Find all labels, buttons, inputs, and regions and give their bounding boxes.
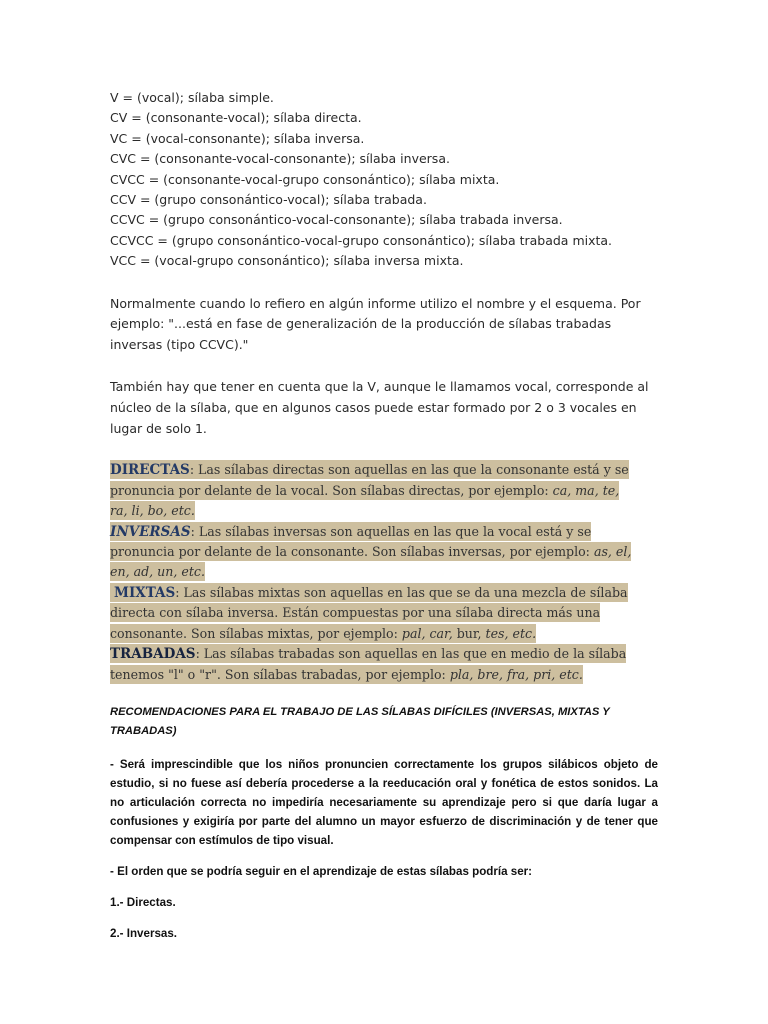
schema-line-vc: VC = (vocal-consonante); sílaba inversa. — [110, 130, 365, 146]
paragraph-naming-usage: Normalmente cuando lo refiero en algún informe utilizo el nombre y el esquema. Por ejemplo: "...está en fase de generalización de la producción de sílabas trabadas inversas (tipo CCVC)." — [110, 295, 641, 353]
definition-trabadas: : Las sílabas trabadas son aquellas en las que en medio de la sílaba tenemos "l" o "r". Son sílabas trabadas, por ejemplo: — [110, 646, 627, 682]
term-directas: DIRECTAS — [110, 462, 190, 479]
schema-line-ccvc: CCVC = (grupo consonántico-vocal-consonante); sílaba trabada inversa. — [110, 212, 563, 228]
term-mixtas: MIXTAS — [114, 584, 176, 601]
type-entry-mixtas — [110, 583, 640, 644]
examples-trabadas: pla, bre, fra, pri, etc. — [449, 666, 583, 682]
document-page — [110, 88, 658, 943]
schema-line-cvc: CVC = (consonante-vocal-consonante); sílaba inversa. — [110, 151, 450, 167]
section-heading: RECOMENDACIONES PARA EL TRABAJO DE LAS SÍLABAS DIFÍCILES (INVERSAS, MIXTAS Y TRABADAS) — [110, 705, 610, 737]
schema-line-ccvcc: CCVCC = (grupo consonántico-vocal-grupo consonántico); sílaba trabada mixta. — [110, 232, 613, 248]
examples-mixtas-b: tes, etc. — [485, 625, 537, 641]
definition-inversas: : Las sílabas inversas son aquellas en las que la vocal está y se pronuncia por delante de la consonante. Son sílabas inversas, por ejemplo: — [110, 523, 594, 560]
examples-mixtas-plain: bur, — [452, 625, 486, 641]
paragraph-vowel-nucleus: También hay que tener en cuenta que la V, aunque le llamamos vocal, corresponde al núcleo de la sílaba, que en algunos casos puede estar formado por 2 o 3 vocales en lugar de solo 1. — [110, 379, 649, 436]
term-trabadas: TRABADAS — [110, 646, 196, 663]
definition-mixtas: : Las sílabas mixtas son aquellas en las que se da una mezcla de sílaba directa con sílaba inversa. Están compuestas por una sílaba directa más una consonante. Son sílabas mixtas, por ejemplo: — [110, 584, 628, 641]
schema-line-ccv: CCV = (grupo consonántico-vocal); sílaba trabada. — [110, 192, 427, 208]
syllable-types-block — [110, 460, 640, 684]
definition-directas: : Las sílabas directas son aquellas en las que la consonante está y se pronuncia por delante de la vocal. Son sílabas directas, por ejemplo: — [110, 462, 629, 498]
type-entry-inversas — [110, 522, 640, 583]
examples-directas: ca, ma, te, ra, li, bo, etc. — [110, 482, 620, 519]
syllable-schema-list — [110, 88, 650, 272]
term-inversas: INVERSAS — [110, 523, 191, 540]
examples-mixtas-a: pal, car, — [401, 625, 453, 641]
recommendation-pronunciation: - Será imprescindible que los niños pronuncien correctamente los grupos silábicos objeto de estudio, si no fuese así debería procederse a la reeducación oral y fonética de estos sonidos. La no articulación correcta no impediría necesariamente su aprendizaje pero si que daría lugar a confusiones y exigiría por parte del alumno un mayor esfuerzo de discriminación y de tener que compensar con estímulos de tipo visual. — [110, 757, 658, 847]
order-item-directas: 1.- Directas. — [110, 895, 176, 909]
schema-line-cvcc: CVCC = (consonante-vocal-grupo consonántico); sílaba mixta. — [110, 171, 500, 187]
schema-line-v: V = (vocal); sílaba simple. — [110, 90, 274, 105]
schema-line-vcc: VCC = (vocal-grupo consonántico); sílaba inversa mixta. — [110, 253, 464, 269]
recommendation-order: - El orden que se podría seguir en el aprendizaje de estas sílabas podría ser: — [110, 864, 533, 878]
examples-inversas: as, el, en, ad, un, etc. — [110, 544, 632, 580]
schema-line-cv: CV = (consonante-vocal); sílaba directa. — [110, 110, 362, 126]
type-entry-directas — [110, 460, 640, 521]
type-entry-trabadas — [110, 644, 640, 685]
order-item-inversas: 2.- Inversas. — [110, 926, 178, 940]
